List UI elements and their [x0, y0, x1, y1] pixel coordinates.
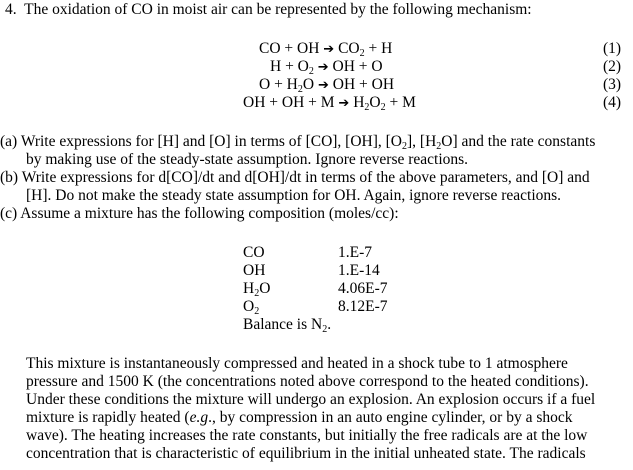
species-co: CO — [243, 244, 265, 261]
value-o2: 8.12E-7 — [338, 298, 388, 315]
reaction-4: OH + OH + M ➔ $H_2O_2 + M$ — [243, 94, 416, 113]
species-h2o: $H_2O$ — [243, 280, 271, 299]
arrow-icon: ➔ — [338, 96, 350, 111]
paragraph-line — [26, 409, 572, 427]
value-co: 1.E-7 — [338, 244, 373, 261]
paragraph-line: wave). The heating increases the rate constants, but initially the free radicals are at the low — [26, 427, 588, 444]
arrow-icon: ➔ — [317, 78, 329, 93]
reaction-2: $H + O_2$ ➔ OH + O — [270, 58, 383, 77]
arrow-icon: ➔ — [323, 42, 335, 57]
part-a-line2: by making use of the steady-state assumption. Ignore reverse reactions. — [26, 151, 469, 168]
reaction-1: CO + OH ➔ $CO_2 + H$ — [259, 40, 393, 59]
paragraph-line: This mixture is instantaneously compressed and heated in a shock tube to 1 atmosphere — [26, 355, 568, 372]
paragraph-text: ., by compression in an auto engine cylinder, or by a shock — [208, 409, 573, 426]
reaction-number: (2) — [603, 58, 622, 75]
reaction-3: $O + H_2O$ ➔ OH + OH — [259, 76, 395, 95]
paragraph-line: pressure and 1500 K (the concentrations noted above correspond to the heated conditions). — [26, 373, 589, 390]
part-a-text: Write expressions for [H] and [O] in terms of [CO], [OH], [O — [20, 133, 402, 150]
part-b-line2: [H]. Do not make the steady state assumption for OH. Again, ignore reverse reactions. — [26, 187, 562, 204]
reaction-number: (1) — [603, 40, 622, 57]
part-c-text: Assume a mixture has the following composition (moles/cc): — [20, 205, 399, 222]
problem-number: 4. — [5, 1, 17, 18]
part-b-text: Write expressions for d[CO]/dt and d[OH]/dt in terms of the above parameters, and [O] and — [21, 169, 590, 186]
part-a-text: ], [H — [407, 133, 437, 150]
species-oh: OH — [243, 262, 266, 279]
value-h2o: 4.06E-7 — [338, 280, 388, 297]
balance-text: Balance is N — [243, 316, 323, 333]
species-o2: $O_2$ — [243, 298, 260, 317]
part-b-label: (b) — [0, 169, 19, 186]
part-b-line1 — [0, 169, 590, 187]
value-oh: 1.E-14 — [338, 262, 380, 279]
paragraph-line: concentration that is characteristic of equilibrium in the initial unheated state. The radicals — [26, 445, 586, 462]
arrow-icon: ➔ — [317, 60, 329, 75]
balance-text: . — [327, 316, 332, 333]
paragraph-line: Under these conditions the mixture will undergo an explosion. An explosion occurs if a fuel — [26, 391, 596, 408]
part-a-text: O] and the rate constants — [441, 133, 596, 150]
part-c-line1 — [0, 205, 399, 223]
part-c-label: (c) — [0, 205, 18, 222]
reaction-number: (3) — [603, 76, 622, 93]
part-a-label: (a) — [0, 133, 18, 150]
eg-italic: e.g — [189, 409, 209, 426]
problem-intro: The oxidation of CO in moist air can be represented by the following mechanism: — [24, 1, 532, 18]
problem-header — [5, 1, 532, 19]
reaction-number: (4) — [603, 94, 622, 111]
balance-note: Balance is $N_2$. — [243, 316, 332, 335]
paragraph-text: mixture is rapidly heated ( — [26, 409, 190, 426]
part-a-line1: (a) Write expressions for [H] and [O] in terms of [CO], [OH], $[O_2]$, $[H_2O]$ and the rate constants — [0, 133, 596, 152]
